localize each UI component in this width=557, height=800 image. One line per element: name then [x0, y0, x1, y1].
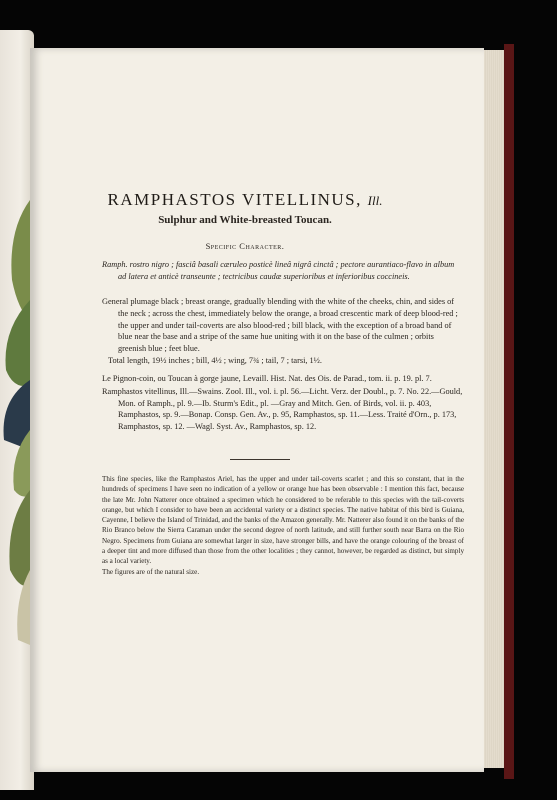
main-paragraph: This fine species, like the Ramphastos Ariel, has the upper and under tail-coverts scarlet ; and this so constant, that in the hundreds of specimens I have seen no indication of a yellow or orange hue has been observable : I mention this fact, because the late Mr. John Natterer once obtained a specimen which he considered to be referable to this species with the tail-coverts orange, but which I consider to have been an accidental variety or a distinct species. The native habitat of this bird is Guiana, Cayenne, I believe the Island of Trinidad, and the banks of the Amazon generally. Mr. Natterer also found it on the banks of the Rio Branco below the Sierra Caraman under the second degree of north latitude, and still further south near Barra on the Rio Negro. Specimens from Guiana are somewhat larger in size, have stronger bills, and have the orange colouring of the breast of a deeper tint and more diffused than those from the other localities ; they cannot, however, be regarded as distinct, but simply as a local variety.: [102, 475, 464, 566]
species-title: [40, 190, 450, 210]
latin-diagnosis-text: Ramph. rostro nigro ; fasciâ basali cæruleo posticè lineâ nigrâ cinctâ ; pectore aurantiaco-flavo in album ad latera et anticè transeunte ; tectricibus caudæ superioribus et inferioribus coccineis.: [102, 260, 455, 281]
measurements-text: Total length, 19½ inches ; bill, 4½ ; wing, 7¾ ; tail, 7 ; tarsi, 1½.: [108, 355, 322, 365]
synonym-entry: Le Pignon-coin, ou Toucan à gorge jaune, Levaill. Hist. Nat. des Ois. de Parad., tom. ii. p. 19. pl. 7.: [102, 374, 432, 383]
synonymy-list: [102, 373, 464, 434]
section-divider: [230, 459, 290, 460]
page-block-edges: [484, 50, 506, 768]
latin-diagnosis: [102, 259, 464, 282]
synonym-entry: Ramphastos vitellinus, Ill.—Swains. Zool. Ill., vol. i. pl. 56.—Licht. Verz. der Doubl., p. 7. No. 22.—Gould, Mon. of Ramph., pl. 9.—Ib. Sturm's Edit., pl. —Gray and Mitch. Gen. of Birds, vol. ii. p. 403, Ramphastos, sp. 9.—Bonap. Consp. Gen. Av., p. 95, Ramphastos, sp. 11.—Less. Traité d'Orn., p. 173, Ramphastos, sp. 12. —Wagl. Syst. Av., Ramphastos, sp. 12.: [102, 386, 463, 432]
facing-plate-illustration: [0, 190, 30, 650]
specific-character-heading: Specific Character.: [205, 241, 285, 251]
general-plumage-text: General plumage black ; breast orange, gradually blending with the white of the cheeks, chin, and sides of the neck ; across the chest, immediately below the orange, a broad crescentic mark of deep blood-red ; the upper and under tail-coverts are also blood-red ; bill black, with the exception of a broad band of blue near the base and a stripe of the same hue uniting with it on the base of the culmen ; orbits greenish blue ; feet blue.: [102, 297, 458, 354]
common-name: Sulphur and White-breasted Toucan.: [158, 214, 332, 226]
book-cover-edge: [504, 44, 514, 779]
main-text: [102, 474, 464, 577]
plumage-description: [102, 296, 464, 367]
figures-note: The figures are of the natural size.: [102, 567, 200, 576]
species-authority: Ill.: [367, 193, 383, 208]
species-name: RAMPHASTOS VITELLINUS,: [107, 190, 362, 209]
